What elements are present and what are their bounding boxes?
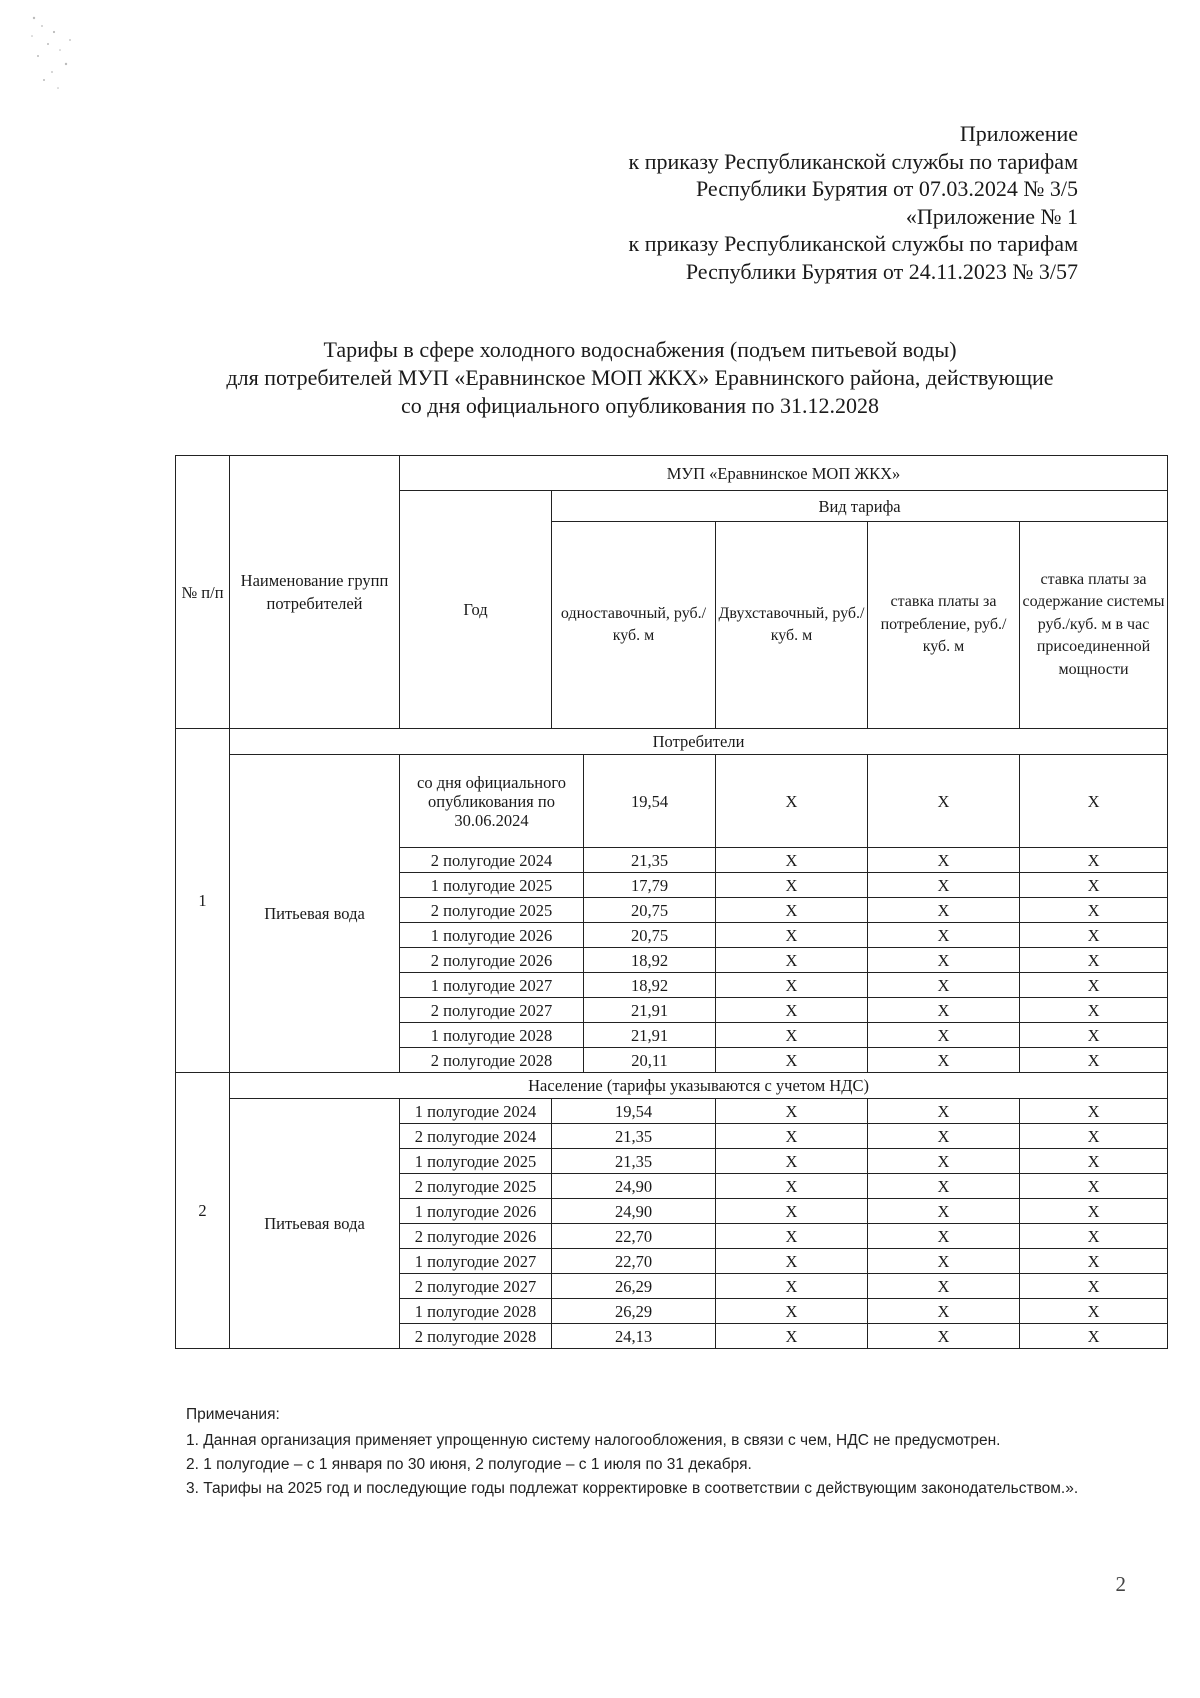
- appendix-header-line: Приложение: [959, 121, 1078, 146]
- section-title: Население (тарифы указываются с учетом НДС): [230, 1073, 1168, 1099]
- single-rate-cell: 19,54: [552, 1099, 716, 1124]
- appendix-header-line: Республики Бурятия от 24.11.2023 № 3/57: [685, 258, 1078, 284]
- document-title-line: Тарифы в сфере холодного водоснабжения (подъем питьевой воды): [323, 337, 957, 362]
- period-cell: 2 полугодие 2028: [400, 1324, 552, 1349]
- maintenance-rate-cell: X: [1020, 973, 1168, 998]
- note-item: 1. Данная организация применяет упрощенную систему налогообложения, в связи с чем, НДС не предусмотрен.: [186, 1432, 1001, 1449]
- consumption-rate-cell: X: [868, 1224, 1020, 1249]
- period-cell: 2 полугодие 2026: [400, 1224, 552, 1249]
- tariff-type-header: Вид тарифа: [552, 491, 1168, 522]
- single-rate-cell: 21,35: [552, 1149, 716, 1174]
- consumption-rate-cell: X: [868, 848, 1020, 873]
- single-rate-cell: 22,70: [552, 1224, 716, 1249]
- two-rate-cell: X: [716, 973, 868, 998]
- period-cell: 1 полугодие 2025: [400, 873, 584, 898]
- consumption-rate-cell: X: [868, 948, 1020, 973]
- appendix-header-line: к приказу Республиканской службы по тарифам: [628, 148, 1078, 174]
- consumption-rate-cell: X: [868, 755, 1020, 848]
- single-rate-cell: 21,91: [584, 1023, 716, 1048]
- consumption-rate-cell: X: [868, 998, 1020, 1023]
- consumer-group-cell: Питьевая вода: [230, 1099, 400, 1349]
- two-rate-cell: X: [716, 948, 868, 973]
- maintenance-rate-cell: X: [1020, 998, 1168, 1023]
- two-rate-cell: X: [716, 1274, 868, 1299]
- document-title-line: со дня официального опубликования по 31.12.2028: [401, 393, 879, 418]
- period-cell: 2 полугодие 2027: [400, 998, 584, 1023]
- period-cell: 2 полугодие 2024: [400, 1124, 552, 1149]
- two-rate-cell: X: [716, 1249, 868, 1274]
- two-rate-cell: X: [716, 1023, 868, 1048]
- table-row: [176, 755, 1168, 848]
- two-rate-cell: X: [716, 1124, 868, 1149]
- period-cell: со дня официального опубликования по 30.06.2024: [400, 755, 584, 848]
- table-header: [176, 456, 1168, 729]
- maintenance-rate-cell: X: [1020, 1249, 1168, 1274]
- single-rate-cell: 21,35: [552, 1124, 716, 1149]
- appendix-header-line: «Приложение № 1: [905, 203, 1078, 229]
- single-rate-cell: 26,29: [552, 1299, 716, 1324]
- maintenance-rate-cell: X: [1020, 1324, 1168, 1349]
- two-rate-cell: X: [716, 1199, 868, 1224]
- consumption-rate-cell: X: [868, 1274, 1020, 1299]
- notes-title: Примечания:: [186, 1406, 280, 1423]
- consumption-rate-cell: X: [868, 898, 1020, 923]
- single-rate-cell: 24,13: [552, 1324, 716, 1349]
- period-cell: 1 полугодие 2028: [400, 1023, 584, 1048]
- maintenance-rate-cell: X: [1020, 1174, 1168, 1199]
- period-cell: 1 полугодие 2025: [400, 1149, 552, 1174]
- tariff-table: [175, 455, 1168, 1349]
- two-rate-cell: X: [716, 873, 868, 898]
- section-title: Потребители: [230, 729, 1168, 755]
- table-body: [176, 729, 1168, 1349]
- column-header-two-rate: Двухставочный, руб./ куб. м: [716, 522, 868, 729]
- single-rate-cell: 24,90: [552, 1174, 716, 1199]
- scan-noise: [14, 6, 94, 116]
- consumer-group-cell: Питьевая вода: [230, 755, 400, 1073]
- two-rate-cell: X: [716, 1174, 868, 1199]
- period-cell: 2 полугодие 2026: [400, 948, 584, 973]
- document-title: [210, 336, 1070, 420]
- consumption-rate-cell: X: [868, 1048, 1020, 1073]
- table-row: [176, 1099, 1168, 1124]
- appendix-header-line: к приказу Республиканской службы по тарифам: [628, 231, 1078, 256]
- single-rate-cell: 24,90: [552, 1199, 716, 1224]
- consumption-rate-cell: X: [868, 1124, 1020, 1149]
- row-number-cell: 2: [176, 1073, 230, 1349]
- maintenance-rate-cell: X: [1020, 948, 1168, 973]
- period-cell: 1 полугодие 2027: [400, 1249, 552, 1274]
- two-rate-cell: X: [716, 1048, 868, 1073]
- single-rate-cell: 21,91: [584, 998, 716, 1023]
- period-cell: 2 полугодие 2028: [400, 1048, 584, 1073]
- maintenance-rate-cell: X: [1020, 1199, 1168, 1224]
- consumption-rate-cell: X: [868, 923, 1020, 948]
- single-rate-cell: 17,79: [584, 873, 716, 898]
- period-cell: 2 полугодие 2024: [400, 848, 584, 873]
- note-item: 2. 1 полугодие – с 1 января по 30 июня, 2 полугодие – с 1 июля по 31 декабря.: [186, 1456, 752, 1473]
- maintenance-rate-cell: X: [1020, 873, 1168, 898]
- column-header-maintenance-rate: ставка платы за содержание системы руб./куб. м в час присоединенной мощности: [1020, 522, 1168, 729]
- single-rate-cell: 22,70: [552, 1249, 716, 1274]
- two-rate-cell: X: [716, 923, 868, 948]
- period-cell: 2 полугодие 2027: [400, 1274, 552, 1299]
- maintenance-rate-cell: X: [1020, 1299, 1168, 1324]
- single-rate-cell: 18,92: [584, 973, 716, 998]
- consumption-rate-cell: X: [868, 1324, 1020, 1349]
- maintenance-rate-cell: X: [1020, 755, 1168, 848]
- consumption-rate-cell: X: [868, 1249, 1020, 1274]
- single-rate-cell: 20,75: [584, 898, 716, 923]
- period-cell: 1 полугодие 2024: [400, 1099, 552, 1124]
- two-rate-cell: X: [716, 848, 868, 873]
- row-number-cell: 1: [176, 729, 230, 1073]
- document-title-line: для потребителей МУП «Еравнинское МОП ЖКХ» Еравнинского района, действующие: [226, 365, 1054, 390]
- two-rate-cell: X: [716, 1299, 868, 1324]
- single-rate-cell: 19,54: [584, 755, 716, 848]
- period-cell: 1 полугодие 2028: [400, 1299, 552, 1324]
- appendix-header: [629, 120, 1078, 285]
- two-rate-cell: X: [716, 1324, 868, 1349]
- column-header-year: Год: [400, 491, 552, 729]
- consumption-rate-cell: X: [868, 1023, 1020, 1048]
- maintenance-rate-cell: X: [1020, 1023, 1168, 1048]
- column-header-number: № п/п: [176, 456, 230, 729]
- consumption-rate-cell: X: [868, 1299, 1020, 1324]
- column-header-single-rate: одноставочный, руб./ куб. м: [552, 522, 716, 729]
- consumption-rate-cell: X: [868, 1099, 1020, 1124]
- column-header-consumer-group: Наименование групп потребителей: [230, 456, 400, 729]
- note-item: 3. Тарифы на 2025 год и последующие годы подлежат корректировке в соответствии с действующим законодательством.».: [186, 1480, 1079, 1497]
- consumption-rate-cell: X: [868, 1149, 1020, 1174]
- single-rate-cell: 20,75: [584, 923, 716, 948]
- maintenance-rate-cell: X: [1020, 1124, 1168, 1149]
- page-number: 2: [1115, 1572, 1126, 1596]
- two-rate-cell: X: [716, 1149, 868, 1174]
- period-cell: 2 полугодие 2025: [400, 1174, 552, 1199]
- consumption-rate-cell: X: [868, 1174, 1020, 1199]
- maintenance-rate-cell: X: [1020, 848, 1168, 873]
- two-rate-cell: X: [716, 1099, 868, 1124]
- consumption-rate-cell: X: [868, 873, 1020, 898]
- single-rate-cell: 26,29: [552, 1274, 716, 1299]
- single-rate-cell: 20,11: [584, 1048, 716, 1073]
- maintenance-rate-cell: X: [1020, 1099, 1168, 1124]
- two-rate-cell: X: [716, 998, 868, 1023]
- period-cell: 1 полугодие 2026: [400, 1199, 552, 1224]
- single-rate-cell: 18,92: [584, 948, 716, 973]
- consumption-rate-cell: X: [868, 973, 1020, 998]
- maintenance-rate-cell: X: [1020, 923, 1168, 948]
- two-rate-cell: X: [716, 755, 868, 848]
- organization-header: МУП «Еравнинское МОП ЖКХ»: [400, 456, 1168, 491]
- single-rate-cell: 21,35: [584, 848, 716, 873]
- column-header-consumption-rate: ставка платы за потребление, руб./ куб. м: [868, 522, 1020, 729]
- notes-section: [186, 1403, 1154, 1501]
- period-cell: 2 полугодие 2025: [400, 898, 584, 923]
- maintenance-rate-cell: X: [1020, 1149, 1168, 1174]
- maintenance-rate-cell: X: [1020, 1048, 1168, 1073]
- period-cell: 1 полугодие 2026: [400, 923, 584, 948]
- consumption-rate-cell: X: [868, 1199, 1020, 1224]
- maintenance-rate-cell: X: [1020, 1274, 1168, 1299]
- maintenance-rate-cell: X: [1020, 898, 1168, 923]
- period-cell: 1 полугодие 2027: [400, 973, 584, 998]
- two-rate-cell: X: [716, 898, 868, 923]
- maintenance-rate-cell: X: [1020, 1224, 1168, 1249]
- appendix-header-line: Республики Бурятия от 07.03.2024 № 3/5: [695, 176, 1078, 201]
- two-rate-cell: X: [716, 1224, 868, 1249]
